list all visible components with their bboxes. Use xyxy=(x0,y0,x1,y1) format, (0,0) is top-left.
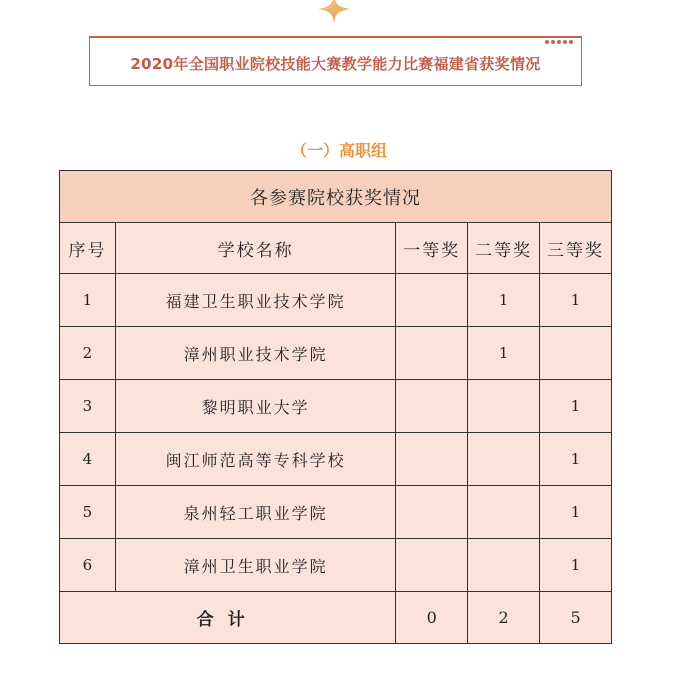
awards-table xyxy=(59,170,612,644)
second-prize-count: 1 xyxy=(468,274,540,327)
third-prize-count: 1 xyxy=(540,274,612,327)
first-prize-count xyxy=(396,539,468,592)
school-name: 泉州轻工职业学院 xyxy=(115,486,395,539)
third-prize-count: 1 xyxy=(540,380,612,433)
column-header-third-prize: 三等奖 xyxy=(540,223,612,274)
column-header-no: 序号 xyxy=(60,223,116,274)
column-header-school: 学校名称 xyxy=(115,223,395,274)
row-number: 5 xyxy=(60,486,116,539)
sparkle-star-icon xyxy=(316,0,352,24)
school-name: 闽江师范高等专科学校 xyxy=(115,433,395,486)
section-subtitle: （一）高职组 xyxy=(290,141,387,160)
first-prize-count xyxy=(396,274,468,327)
row-number: 3 xyxy=(60,380,116,433)
total-third-prize: 5 xyxy=(540,592,612,644)
column-header-first-prize: 一等奖 xyxy=(396,223,468,274)
table-row xyxy=(60,274,612,327)
school-name: 漳州职业技术学院 xyxy=(115,327,395,380)
table-row xyxy=(60,433,612,486)
column-header-second-prize: 二等奖 xyxy=(468,223,540,274)
table-row xyxy=(60,539,612,592)
third-prize-count: 1 xyxy=(540,486,612,539)
third-prize-count: 1 xyxy=(540,433,612,486)
first-prize-count xyxy=(396,380,468,433)
table-row xyxy=(60,327,612,380)
first-prize-count xyxy=(396,327,468,380)
title-banner xyxy=(89,36,582,86)
second-prize-count xyxy=(468,380,540,433)
table-caption: 各参赛院校获奖情况 xyxy=(60,171,612,223)
total-first-prize: 0 xyxy=(396,592,468,644)
row-number: 1 xyxy=(60,274,116,327)
table-row xyxy=(60,486,612,539)
first-prize-count xyxy=(396,486,468,539)
school-name: 漳州卫生职业学院 xyxy=(115,539,395,592)
row-number: 6 xyxy=(60,539,116,592)
second-prize-count xyxy=(468,539,540,592)
first-prize-count xyxy=(396,433,468,486)
second-prize-count xyxy=(468,486,540,539)
decorative-dots xyxy=(545,40,573,44)
total-row xyxy=(60,592,612,644)
third-prize-count: 1 xyxy=(540,539,612,592)
school-name: 福建卫生职业技术学院 xyxy=(115,274,395,327)
second-prize-count: 1 xyxy=(468,327,540,380)
total-label: 合计 xyxy=(60,592,396,644)
title-banner-top-rule xyxy=(89,36,582,42)
table-row xyxy=(60,380,612,433)
total-second-prize: 2 xyxy=(468,592,540,644)
school-name: 黎明职业大学 xyxy=(115,380,395,433)
row-number: 4 xyxy=(60,433,116,486)
second-prize-count xyxy=(468,433,540,486)
page-title: 2020年全国职业院校技能大赛教学能力比赛福建省获奖情况 xyxy=(130,54,541,73)
third-prize-count xyxy=(540,327,612,380)
row-number: 2 xyxy=(60,327,116,380)
